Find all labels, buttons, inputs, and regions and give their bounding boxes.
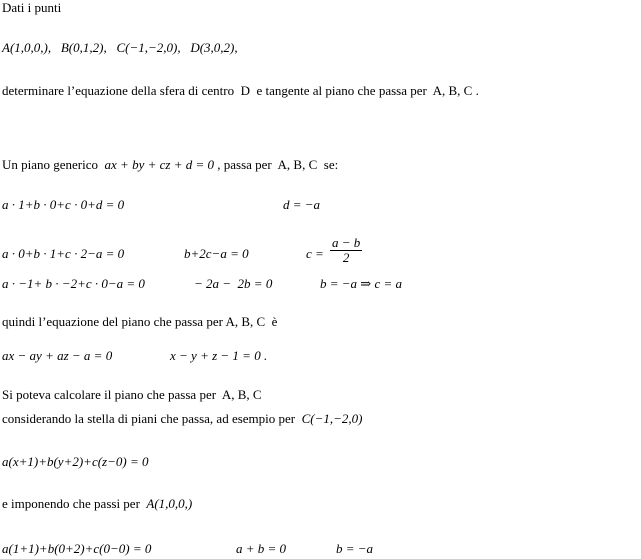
plane-bundle-equation: a(x+1)+b(y+2)+c(z−0) = 0 bbox=[2, 454, 149, 469]
system-row3-right: b = −a ⇒ c = a bbox=[320, 276, 402, 291]
intro-text: Dati i punti bbox=[2, 0, 62, 15]
impose-line bbox=[2, 496, 192, 512]
plane-intro: quindi l’equazione del piano che passa per A, B, C è bbox=[2, 314, 278, 329]
system-row3-mid: − 2a − 2b = 0 bbox=[194, 276, 273, 291]
generic-plane-line bbox=[2, 157, 338, 173]
task-statement: determinare l’equazione della sfera di centro D e tangente al piano che passa per A, B, C . bbox=[2, 83, 479, 98]
system-row2-mid: b+2c−a = 0 bbox=[184, 246, 249, 261]
system-row3-left: a · −1+ b · −2+c · 0−a = 0 bbox=[2, 276, 145, 291]
generic-plane-equation: ax + by + cz + d = 0 bbox=[104, 157, 214, 172]
generic-plane-suffix: , passa per A, B, C se: bbox=[214, 157, 339, 172]
system-row2-fraction bbox=[330, 236, 362, 265]
final-equation-mid: a + b = 0 bbox=[236, 541, 287, 556]
alt-method-line2 bbox=[2, 411, 363, 427]
fraction-numerator: a − b bbox=[332, 235, 361, 250]
alt-method-text: considerando la stella di piani che passa, ad esempio per bbox=[2, 411, 302, 426]
points-list: A(1,0,0,), B(0,1,2), C(−1,−2,0), D(3,0,2), bbox=[2, 40, 238, 55]
system-row2-left: a · 0+b · 1+c · 2−a = 0 bbox=[2, 246, 125, 261]
fraction-denominator: 2 bbox=[342, 250, 350, 265]
generic-plane-prefix: Un piano generico bbox=[2, 157, 105, 172]
plane-equation-expanded: ax − ay + az − a = 0 bbox=[2, 348, 113, 363]
alt-method-line1: Si poteva calcolare il piano che passa per A, B, C bbox=[2, 387, 262, 402]
final-equation-right: b = −a bbox=[336, 541, 374, 556]
system-row1-left: a · 1+b · 0+c · 0+d = 0 bbox=[2, 197, 125, 212]
system-row2-c: c = bbox=[306, 246, 324, 261]
plane-equation-simplified: x − y + z − 1 = 0 . bbox=[170, 348, 268, 363]
impose-point: A(1,0,0,) bbox=[146, 496, 193, 511]
system-row1-right: d = −a bbox=[283, 197, 321, 212]
final-equation-left: a(1+1)+b(0+2)+c(0−0) = 0 bbox=[2, 541, 152, 556]
impose-text: e imponendo che passi per bbox=[2, 496, 147, 511]
alt-method-point: C(−1,−2,0) bbox=[301, 411, 363, 426]
